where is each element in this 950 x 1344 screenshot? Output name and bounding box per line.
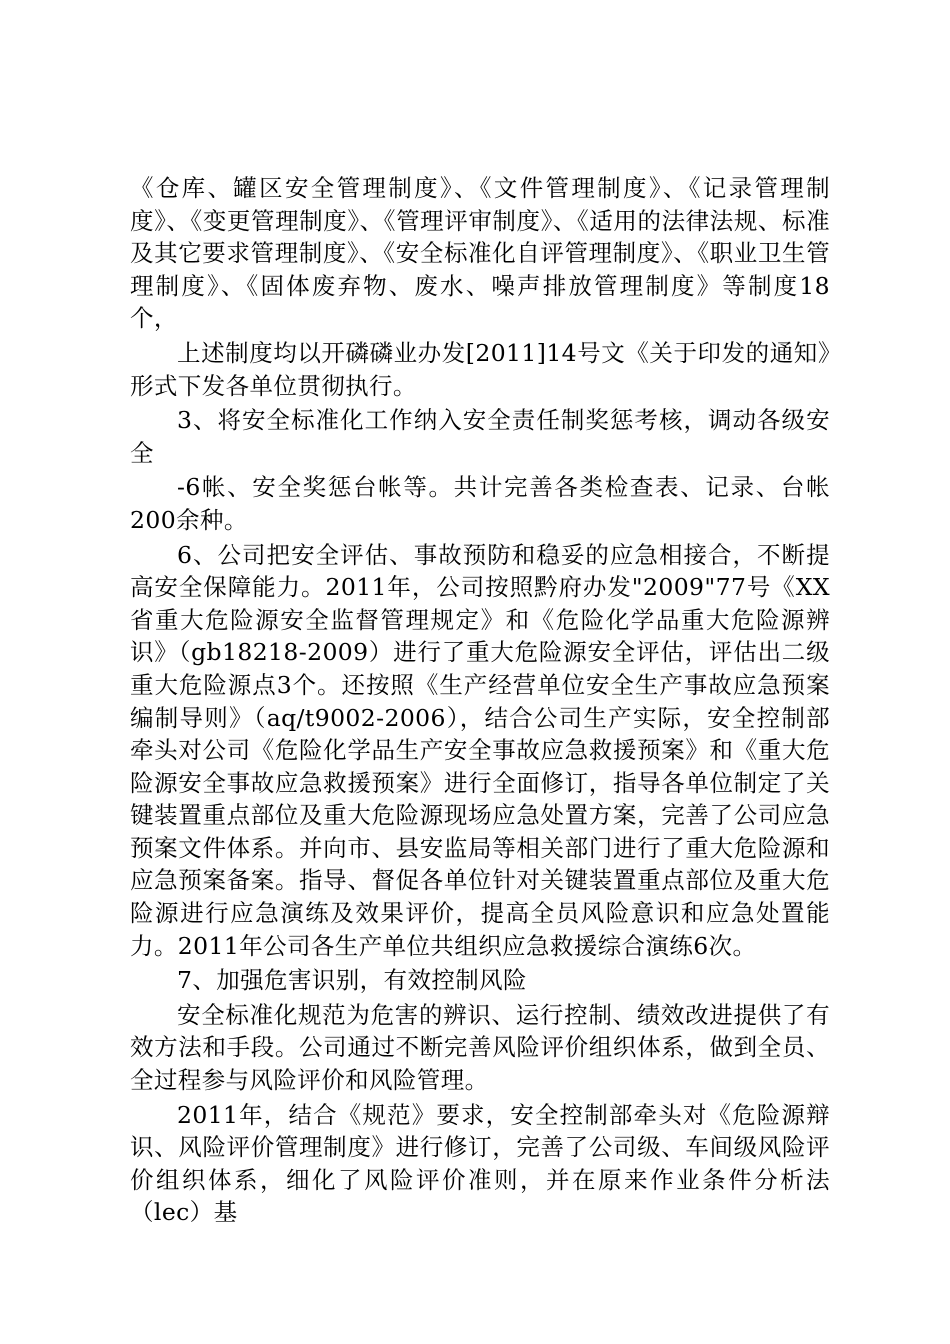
paragraph-2011-revision: 2011年，结合《规范》要求，安全控制部牵头对《危险源辩识、风险评价管理制度》进行修订，完善了公司级、车间级风险评价组织体系，细化了风险评价准则，并在原来作业条件分析法（lec）基 xyxy=(130,1100,830,1227)
paragraph-ledgers: -6帐、安全奖惩台帐等。共计完善各类检查表、记录、台帐200余种。 xyxy=(130,473,830,534)
document-body xyxy=(130,172,830,1229)
paragraph-system-issuance: 上述制度均以开磷磷业办发[2011]14号文《关于印发的通知》形式下发各单位贯彻执行。 xyxy=(130,338,830,400)
paragraph-management-systems-list: 《仓库、罐区安全管理制度》、《文件管理制度》、《记录管理制度》、《变更管理制度》、《管理评审制度》、《适用的法律法规、标准及其它要求管理制度》、《安全标准化自评管理制度》、《职业卫生管理制度》、《固体废弃物、废水、噪声排放管理制度》等制度18个， xyxy=(130,174,830,333)
paragraph-item-6: 6、公司把安全评估、事故预防和稳妥的应急相接合，不断提高安全保障能力。2011年，公司按照黔府办发"2009"77号《XX省重大危险源安全监督管理规定》和《危险化学品重大危险源辨识》（gb18218-2009）进行了重大危险源安全评估，评估出二级重大危险源点3个。还按照《生产经营单位安全生产事故应急预案编制导则》（aq/t9002-2006），结合公司生产实际，安全控制部牵头对公司《危险化学品生产安全事故应急救援预案》和《重大危险源安全事故应急救援预案》进行全面修订，指导各单位制定了关键装置重点部位及重大危险源现场应急处置方案，完善了公司应急预案文件体系。并向市、县安监局等相关部门进行了重大危险源和应急预案备案。指导、督促各单位针对关键装置重点部位及重大危险源进行应急演练及效果评价，提高全员风险意识和应急处置能力。2011年公司各生产单位共组织应急救援综合演练6次。 xyxy=(130,540,830,960)
paragraph-hazard-identification: 安全标准化规范为危害的辨识、运行控制、绩效改进提供了有效方法和手段。公司通过不断完善风险评价组织体系，做到全员、全过程参与风险评价和风险管理。 xyxy=(130,1000,830,1095)
paragraph-item-3: 3、将安全标准化工作纳入安全责任制奖惩考核，调动各级安全 xyxy=(130,406,830,467)
paragraph-item-7-heading: 7、加强危害识别，有效控制风险 xyxy=(177,966,527,995)
